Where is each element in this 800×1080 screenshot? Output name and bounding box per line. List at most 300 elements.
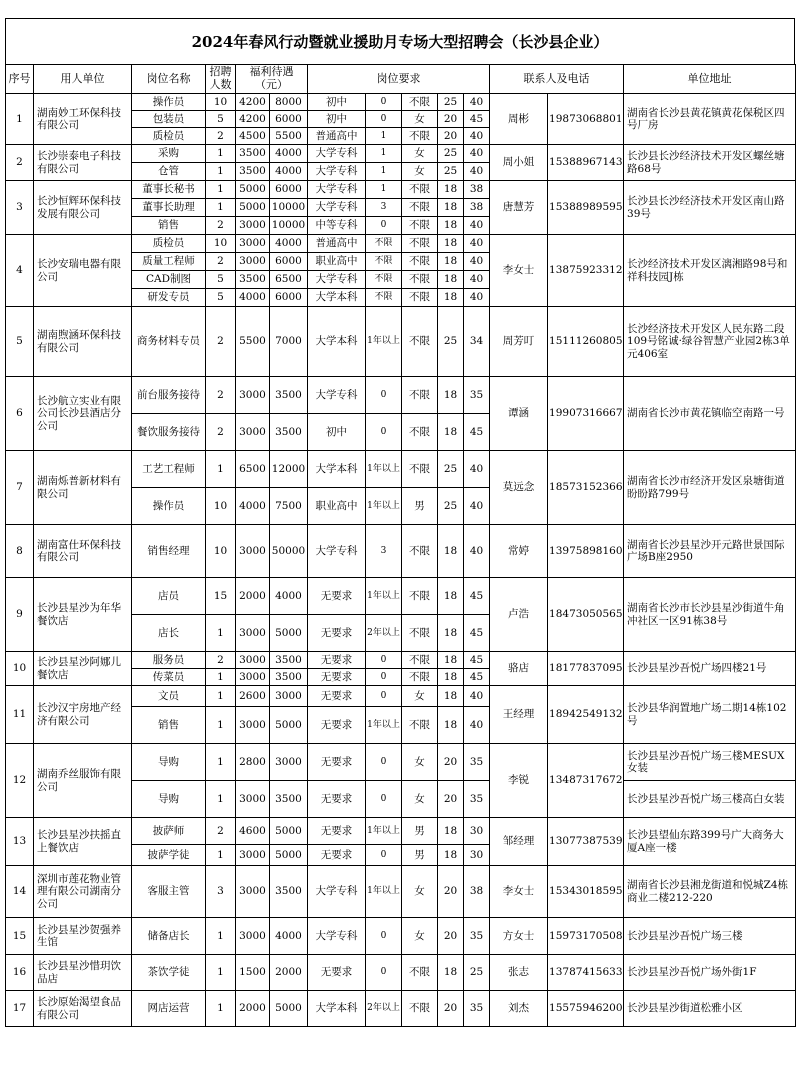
cell-gender: 不限 [402, 199, 438, 217]
cell-experience: 0 [366, 414, 402, 451]
cell-education: 无要求 [308, 652, 366, 669]
cell-education: 无要求 [308, 818, 366, 845]
cell-gender: 女 [402, 686, 438, 707]
cell-salary-max: 10000 [270, 199, 308, 217]
cell-salary-min: 1500 [236, 955, 270, 991]
cell-age-max: 45 [464, 414, 490, 451]
cell-age-min: 18 [438, 253, 464, 271]
cell-salary-min: 3000 [236, 866, 270, 918]
cell-salary-min: 2000 [236, 578, 270, 615]
cell-contact-name: 邹经理 [490, 818, 548, 866]
cell-headcount: 1 [206, 199, 236, 217]
cell-gender: 不限 [402, 253, 438, 271]
cell-age-min: 20 [438, 128, 464, 145]
cell-headcount: 2 [206, 128, 236, 145]
cell-age-max: 40 [464, 235, 490, 253]
header-company: 用人单位 [34, 65, 132, 94]
cell-gender: 不限 [402, 451, 438, 488]
cell-headcount: 1 [206, 451, 236, 488]
cell-salary-min: 5000 [236, 199, 270, 217]
cell-salary-min: 3000 [236, 253, 270, 271]
cell-age-min: 25 [438, 94, 464, 111]
cell-age-max: 25 [464, 955, 490, 991]
cell-contact-phone: 15343018595 [548, 866, 624, 918]
cell-salary-min: 3500 [236, 271, 270, 289]
cell-age-max: 40 [464, 94, 490, 111]
cell-salary-min: 3000 [236, 652, 270, 669]
cell-headcount: 1 [206, 686, 236, 707]
cell-salary-min: 5000 [236, 181, 270, 199]
cell-contact-name: 莫远念 [490, 451, 548, 525]
cell-age-max: 40 [464, 163, 490, 181]
cell-experience: 1年以上 [366, 307, 402, 377]
cell-address: 长沙县星沙吾悦广场四楼21号 [624, 652, 796, 686]
cell-age-min: 18 [438, 845, 464, 866]
cell-address: 湖南省长沙县星沙开元路世景国际广场B座2950 [624, 525, 796, 578]
cell-headcount: 1 [206, 707, 236, 744]
cell-headcount: 1 [206, 163, 236, 181]
cell-gender: 不限 [402, 307, 438, 377]
cell-education: 初中 [308, 94, 366, 111]
cell-salary-min: 3000 [236, 235, 270, 253]
cell-education: 职业高中 [308, 253, 366, 271]
cell-contact-name: 李锐 [490, 744, 548, 818]
cell-contact-phone: 13077387539 [548, 818, 624, 866]
cell-headcount: 1 [206, 918, 236, 955]
cell-address: 长沙县星沙街道松雅小区 [624, 991, 796, 1027]
cell-headcount: 2 [206, 307, 236, 377]
recruitment-table [5, 64, 796, 1027]
cell-gender: 不限 [402, 235, 438, 253]
cell-headcount: 10 [206, 94, 236, 111]
cell-contact-name: 方女士 [490, 918, 548, 955]
cell-headcount: 2 [206, 253, 236, 271]
cell-position: 董事长助理 [132, 199, 206, 217]
cell-company: 长沙县星沙扶摇直上餐饮店 [34, 818, 132, 866]
cell-no: 2 [6, 145, 34, 181]
cell-age-min: 18 [438, 669, 464, 686]
cell-salary-max: 8000 [270, 94, 308, 111]
cell-gender: 不限 [402, 615, 438, 652]
cell-age-min: 18 [438, 199, 464, 217]
cell-age-min: 18 [438, 235, 464, 253]
cell-salary-max: 5000 [270, 707, 308, 744]
cell-gender: 女 [402, 744, 438, 781]
table-row [6, 918, 796, 955]
cell-contact-phone: 18573152366 [548, 451, 624, 525]
cell-age-min: 18 [438, 615, 464, 652]
cell-no: 8 [6, 525, 34, 578]
cell-address: 湖南省长沙市经济开发区泉塘街道盼盼路799号 [624, 451, 796, 525]
cell-headcount: 10 [206, 525, 236, 578]
cell-salary-min: 3500 [236, 145, 270, 163]
cell-address: 湖南省长沙县黄花镇黄花保税区四号厂房 [624, 94, 796, 145]
cell-salary-min: 3500 [236, 163, 270, 181]
cell-age-min: 18 [438, 289, 464, 307]
cell-company: 长沙县星沙为年华餐饮店 [34, 578, 132, 652]
cell-experience: 0 [366, 744, 402, 781]
cell-position: 导购 [132, 781, 206, 818]
cell-education: 无要求 [308, 744, 366, 781]
cell-company: 长沙航立实业有限公司长沙县酒店分公司 [34, 377, 132, 451]
cell-position: 销售经理 [132, 525, 206, 578]
table-body [6, 94, 796, 1027]
cell-education: 无要求 [308, 781, 366, 818]
cell-gender: 不限 [402, 128, 438, 145]
cell-gender: 不限 [402, 217, 438, 235]
cell-no: 5 [6, 307, 34, 377]
cell-no: 15 [6, 918, 34, 955]
cell-experience: 3 [366, 199, 402, 217]
cell-position: 质检员 [132, 128, 206, 145]
cell-salary-min: 3000 [236, 918, 270, 955]
cell-age-min: 25 [438, 307, 464, 377]
cell-salary-max: 3000 [270, 686, 308, 707]
cell-position: CAD制图 [132, 271, 206, 289]
cell-salary-max: 5000 [270, 845, 308, 866]
cell-age-max: 40 [464, 451, 490, 488]
cell-headcount: 1 [206, 615, 236, 652]
cell-salary-min: 4200 [236, 94, 270, 111]
cell-experience: 1 [366, 128, 402, 145]
table-row [6, 145, 796, 163]
cell-education: 初中 [308, 414, 366, 451]
cell-company: 长沙县星沙贺强养生馆 [34, 918, 132, 955]
cell-salary-max: 6500 [270, 271, 308, 289]
cell-position: 茶饮学徒 [132, 955, 206, 991]
cell-no: 10 [6, 652, 34, 686]
cell-gender: 不限 [402, 955, 438, 991]
cell-address: 长沙县星沙吾悦广场三楼MESUX女装 [624, 744, 796, 781]
cell-salary-max: 4000 [270, 145, 308, 163]
cell-experience: 不限 [366, 253, 402, 271]
cell-headcount: 5 [206, 271, 236, 289]
cell-company: 长沙恒辉环保科技发展有限公司 [34, 181, 132, 235]
cell-salary-max: 3500 [270, 652, 308, 669]
cell-age-min: 20 [438, 991, 464, 1027]
cell-age-min: 18 [438, 217, 464, 235]
cell-no: 17 [6, 991, 34, 1027]
cell-gender: 不限 [402, 991, 438, 1027]
cell-contact-phone: 13875923312 [548, 235, 624, 307]
cell-no: 11 [6, 686, 34, 744]
cell-salary-max: 3500 [270, 414, 308, 451]
cell-age-max: 40 [464, 686, 490, 707]
cell-age-min: 18 [438, 955, 464, 991]
header-position: 岗位名称 [132, 65, 206, 94]
table-row [6, 94, 796, 111]
cell-experience: 0 [366, 918, 402, 955]
cell-education: 无要求 [308, 707, 366, 744]
cell-gender: 不限 [402, 525, 438, 578]
table-row [6, 955, 796, 991]
cell-age-max: 40 [464, 525, 490, 578]
table-row [6, 525, 796, 578]
cell-headcount: 10 [206, 235, 236, 253]
cell-position: 销售 [132, 707, 206, 744]
cell-contact-phone: 15111260805 [548, 307, 624, 377]
cell-age-min: 20 [438, 866, 464, 918]
cell-age-max: 38 [464, 866, 490, 918]
cell-salary-min: 3000 [236, 525, 270, 578]
cell-age-min: 18 [438, 414, 464, 451]
cell-salary-max: 4000 [270, 578, 308, 615]
cell-education: 大学专科 [308, 181, 366, 199]
cell-age-max: 40 [464, 271, 490, 289]
cell-company: 湖南乔丝服饰有限公司 [34, 744, 132, 818]
cell-age-max: 38 [464, 181, 490, 199]
cell-education: 普通高中 [308, 128, 366, 145]
cell-headcount: 15 [206, 578, 236, 615]
cell-gender: 不限 [402, 94, 438, 111]
cell-contact-name: 周芳叮 [490, 307, 548, 377]
cell-age-max: 38 [464, 199, 490, 217]
cell-experience: 1年以上 [366, 866, 402, 918]
cell-headcount: 2 [206, 818, 236, 845]
cell-contact-phone: 18473050565 [548, 578, 624, 652]
cell-education: 初中 [308, 111, 366, 128]
cell-contact-phone: 15973170508 [548, 918, 624, 955]
cell-experience: 1 [366, 181, 402, 199]
cell-experience: 1年以上 [366, 578, 402, 615]
cell-address: 长沙经济技术开发区漓湘路98号和祥科技园J栋 [624, 235, 796, 307]
cell-contact-name: 骆店 [490, 652, 548, 686]
cell-education: 无要求 [308, 686, 366, 707]
cell-contact-name: 周小姐 [490, 145, 548, 181]
page-title: 2024年春风行动暨就业援助月专场大型招聘会（长沙县企业） [5, 18, 795, 64]
cell-no: 13 [6, 818, 34, 866]
cell-experience: 0 [366, 686, 402, 707]
cell-company: 湖南富仕环保科技有限公司 [34, 525, 132, 578]
cell-salary-min: 4500 [236, 128, 270, 145]
table-row [6, 235, 796, 253]
cell-contact-name: 唐慧芳 [490, 181, 548, 235]
header-address: 单位地址 [624, 65, 796, 94]
cell-experience: 0 [366, 955, 402, 991]
table-row [6, 991, 796, 1027]
cell-headcount: 2 [206, 217, 236, 235]
cell-age-min: 18 [438, 707, 464, 744]
cell-salary-min: 3000 [236, 615, 270, 652]
cell-address: 长沙县星沙吾悦广场外街1F [624, 955, 796, 991]
cell-age-min: 18 [438, 818, 464, 845]
cell-position: 销售 [132, 217, 206, 235]
cell-age-max: 35 [464, 918, 490, 955]
cell-no: 16 [6, 955, 34, 991]
cell-age-min: 25 [438, 488, 464, 525]
cell-experience: 不限 [366, 235, 402, 253]
cell-position: 餐饮服务接待 [132, 414, 206, 451]
cell-position: 仓管 [132, 163, 206, 181]
cell-salary-max: 7500 [270, 488, 308, 525]
cell-address: 长沙县长沙经济技术开发区南山路39号 [624, 181, 796, 235]
cell-contact-name: 周彬 [490, 94, 548, 145]
cell-age-max: 40 [464, 253, 490, 271]
cell-age-max: 45 [464, 111, 490, 128]
cell-salary-max: 50000 [270, 525, 308, 578]
cell-age-min: 18 [438, 578, 464, 615]
header-no: 序号 [6, 65, 34, 94]
cell-age-min: 18 [438, 181, 464, 199]
cell-company: 长沙安瑞电器有限公司 [34, 235, 132, 307]
cell-education: 无要求 [308, 845, 366, 866]
cell-salary-min: 4200 [236, 111, 270, 128]
cell-age-max: 30 [464, 818, 490, 845]
cell-contact-name: 王经理 [490, 686, 548, 744]
cell-salary-max: 5000 [270, 991, 308, 1027]
cell-salary-min: 6500 [236, 451, 270, 488]
cell-address: 湖南省长沙市长沙县星沙街道牛角冲社区一区91栋38号 [624, 578, 796, 652]
cell-contact-phone: 15388989595 [548, 181, 624, 235]
header-requirements: 岗位要求 [308, 65, 490, 94]
table-row [6, 307, 796, 377]
cell-experience: 1 [366, 163, 402, 181]
cell-position: 披萨学徒 [132, 845, 206, 866]
cell-position: 传菜员 [132, 669, 206, 686]
cell-contact-phone: 15575946200 [548, 991, 624, 1027]
cell-age-max: 45 [464, 669, 490, 686]
cell-salary-min: 3000 [236, 781, 270, 818]
cell-salary-max: 4000 [270, 163, 308, 181]
cell-experience: 0 [366, 652, 402, 669]
cell-position: 采购 [132, 145, 206, 163]
cell-age-max: 40 [464, 145, 490, 163]
cell-company: 深圳市莲花物业管理有限公司湖南分公司 [34, 866, 132, 918]
cell-contact-name: 张志 [490, 955, 548, 991]
cell-age-min: 20 [438, 744, 464, 781]
cell-salary-min: 4000 [236, 289, 270, 307]
cell-contact-phone: 15388967143 [548, 145, 624, 181]
cell-contact-phone: 18942549132 [548, 686, 624, 744]
cell-education: 大学专科 [308, 145, 366, 163]
cell-position: 操作员 [132, 94, 206, 111]
cell-salary-min: 3000 [236, 217, 270, 235]
cell-position: 前台服务接待 [132, 377, 206, 414]
cell-headcount: 1 [206, 991, 236, 1027]
cell-headcount: 1 [206, 181, 236, 199]
cell-gender: 不限 [402, 271, 438, 289]
table-row [6, 818, 796, 845]
cell-gender: 男 [402, 488, 438, 525]
cell-contact-name: 李女士 [490, 235, 548, 307]
cell-education: 职业高中 [308, 488, 366, 525]
cell-salary-max: 3500 [270, 781, 308, 818]
cell-headcount: 1 [206, 955, 236, 991]
cell-salary-max: 5000 [270, 818, 308, 845]
cell-experience: 1 [366, 145, 402, 163]
cell-salary-min: 4600 [236, 818, 270, 845]
cell-contact-name: 李女士 [490, 866, 548, 918]
cell-age-max: 35 [464, 744, 490, 781]
cell-gender: 女 [402, 163, 438, 181]
cell-gender: 不限 [402, 181, 438, 199]
cell-age-max: 40 [464, 488, 490, 525]
cell-age-max: 34 [464, 307, 490, 377]
cell-age-max: 30 [464, 845, 490, 866]
cell-gender: 女 [402, 918, 438, 955]
cell-experience: 0 [366, 781, 402, 818]
cell-education: 无要求 [308, 578, 366, 615]
cell-contact-name: 常婷 [490, 525, 548, 578]
cell-salary-max: 4000 [270, 918, 308, 955]
cell-contact-phone: 19907316667 [548, 377, 624, 451]
cell-address: 长沙县华润置地广场二期14栋102号 [624, 686, 796, 744]
cell-salary-min: 3000 [236, 414, 270, 451]
cell-education: 无要求 [308, 669, 366, 686]
table-row [6, 377, 796, 414]
cell-gender: 不限 [402, 652, 438, 669]
cell-age-min: 25 [438, 163, 464, 181]
cell-position: 质检员 [132, 235, 206, 253]
cell-position: 工艺工程师 [132, 451, 206, 488]
cell-headcount: 1 [206, 781, 236, 818]
cell-contact-phone: 13487317672 [548, 744, 624, 818]
cell-education: 大学本科 [308, 289, 366, 307]
cell-experience: 3 [366, 525, 402, 578]
cell-gender: 不限 [402, 377, 438, 414]
cell-age-min: 18 [438, 377, 464, 414]
cell-company: 长沙汉宇房地产经济有限公司 [34, 686, 132, 744]
cell-no: 4 [6, 235, 34, 307]
cell-age-min: 25 [438, 145, 464, 163]
cell-no: 14 [6, 866, 34, 918]
table-header-row [6, 65, 796, 94]
cell-company: 长沙崇泰电子科技有限公司 [34, 145, 132, 181]
cell-experience: 不限 [366, 271, 402, 289]
cell-position: 服务员 [132, 652, 206, 669]
cell-experience: 1年以上 [366, 707, 402, 744]
cell-position: 披萨师 [132, 818, 206, 845]
cell-education: 大学专科 [308, 199, 366, 217]
cell-experience: 0 [366, 669, 402, 686]
cell-age-max: 40 [464, 289, 490, 307]
cell-gender: 女 [402, 111, 438, 128]
cell-position: 客服主管 [132, 866, 206, 918]
cell-headcount: 1 [206, 145, 236, 163]
cell-no: 12 [6, 744, 34, 818]
cell-education: 大学专科 [308, 271, 366, 289]
cell-contact-phone: 18177837095 [548, 652, 624, 686]
cell-age-max: 40 [464, 217, 490, 235]
cell-age-max: 35 [464, 991, 490, 1027]
cell-salary-max: 4000 [270, 235, 308, 253]
cell-gender: 不限 [402, 578, 438, 615]
cell-contact-phone: 19873068801 [548, 94, 624, 145]
cell-company: 长沙原始渴望食品有限公司 [34, 991, 132, 1027]
cell-education: 大学专科 [308, 918, 366, 955]
cell-experience: 1年以上 [366, 818, 402, 845]
cell-position: 储备店长 [132, 918, 206, 955]
table-row [6, 652, 796, 669]
cell-gender: 男 [402, 845, 438, 866]
cell-company: 湖南妙工环保科技有限公司 [34, 94, 132, 145]
cell-salary-min: 2000 [236, 991, 270, 1027]
recruitment-document [5, 18, 795, 1027]
cell-age-min: 18 [438, 652, 464, 669]
cell-address: 长沙县星沙吾悦广场三楼 [624, 918, 796, 955]
header-headcount: 招聘人数 [206, 65, 236, 94]
cell-age-min: 18 [438, 686, 464, 707]
header-contact: 联系人及电话 [490, 65, 624, 94]
cell-contact-phone: 13787415633 [548, 955, 624, 991]
cell-salary-max: 6000 [270, 289, 308, 307]
cell-position: 包装员 [132, 111, 206, 128]
cell-headcount: 1 [206, 744, 236, 781]
cell-age-min: 25 [438, 451, 464, 488]
cell-salary-min: 3000 [236, 377, 270, 414]
cell-position: 文员 [132, 686, 206, 707]
cell-salary-max: 5000 [270, 615, 308, 652]
